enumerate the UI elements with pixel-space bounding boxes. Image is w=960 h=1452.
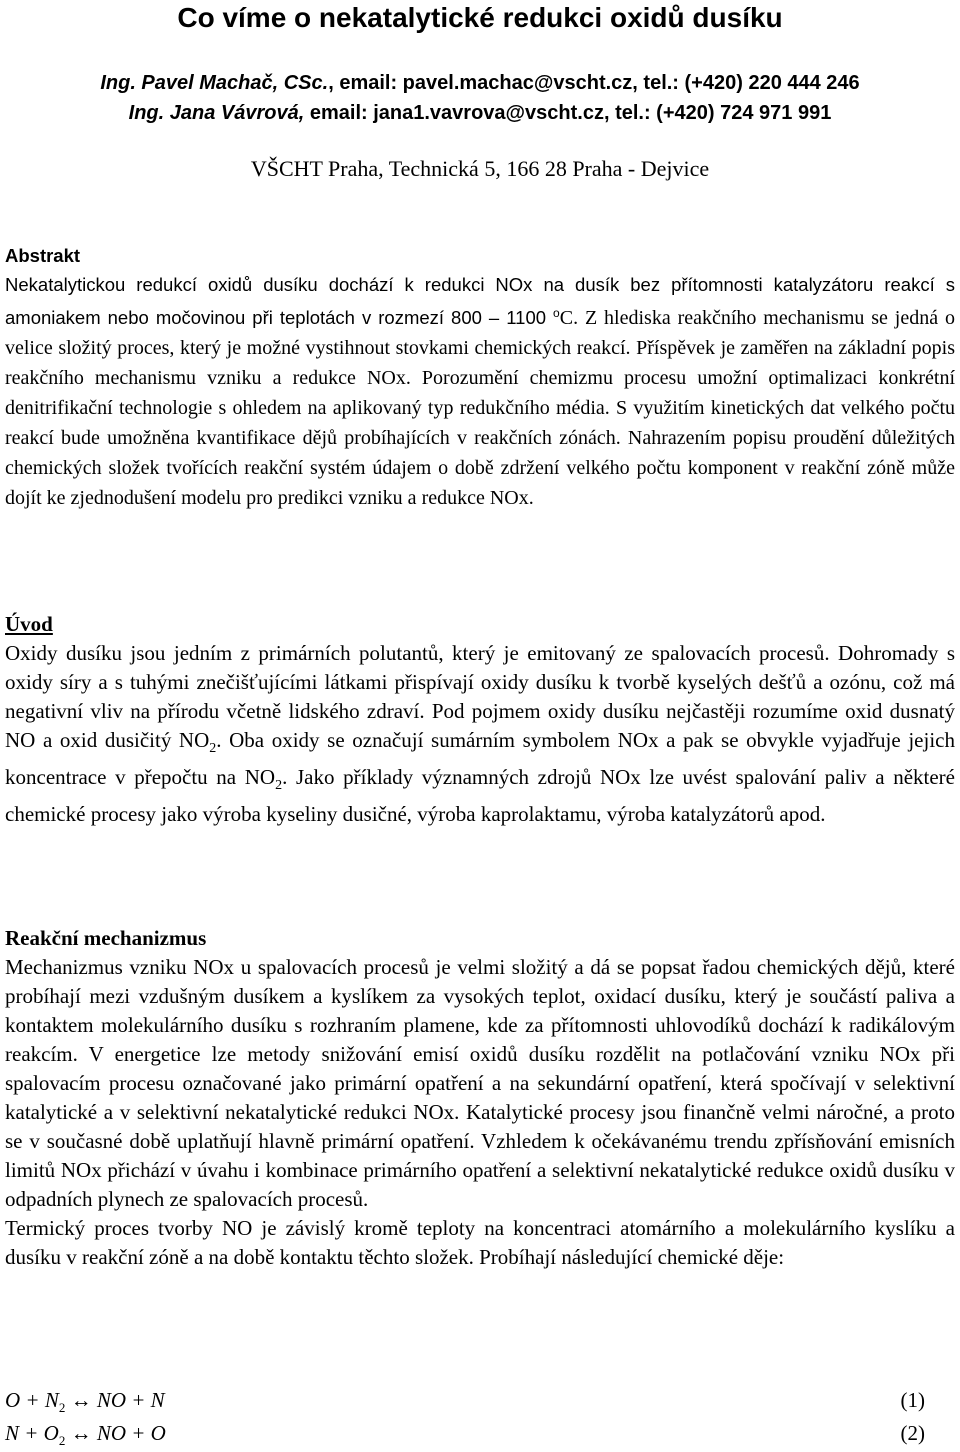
mechanism-paragraph-2: Termický proces tvorby NO je závislý kromě teploty na koncentraci atomárního a molekulárního kyslíku a dusíku v reakční zóně a na době kontaktu těchto složek. Probíhají následující chemické děje: <box>5 1216 955 1269</box>
equation-1-expression <box>5 1388 165 1416</box>
abstract-text <box>5 270 955 513</box>
equation-1-subscript: 2 <box>58 1400 66 1416</box>
intro-heading: Úvod <box>5 612 53 636</box>
equation-1-number: (1) <box>900 1388 925 1412</box>
intro-text-2: . Oba oxidy se označují sumárním symbolem NOx a pak se obvykle vyjadřuje jejich koncentrace v přepočtu na NO <box>5 728 955 790</box>
author-line-2 <box>0 98 960 128</box>
equation-2-rhs: NO + O <box>96 1421 166 1445</box>
author-name-2: Ing. Jana Vávrová, <box>128 102 305 124</box>
paper-title: Co víme o nekatalytické redukci oxidů dusíku <box>177 2 783 33</box>
mechanism-heading: Reakční mechanizmus <box>5 926 207 950</box>
abstract-section <box>5 241 955 513</box>
abstract-heading: Abstrakt <box>5 245 81 266</box>
author-name-1: Ing. Pavel Machač, CSc. <box>100 72 329 94</box>
equation-2-lhs: N + O <box>5 1421 59 1445</box>
equation-2-expression <box>5 1421 166 1449</box>
abstract-text-part1: Nekatalytickou redukcí oxidů dusíku dochází k redukci NOx na dusík bez přítomnosti katalyzátoru reakcí s amoniakem nebo močovinou při teplotách v rozmezí 800 – 1100 <box>5 274 955 329</box>
intro-section <box>5 610 955 829</box>
equation-2-subscript: 2 <box>58 1433 66 1449</box>
intro-sub-2: 2 <box>275 778 283 794</box>
equation-1-arrow: ↔ <box>70 1388 92 1412</box>
abstract-unit: C. <box>559 307 579 330</box>
equation-1-rhs: NO + N <box>96 1388 165 1412</box>
intro-paragraph <box>5 639 955 829</box>
intro-sub-1: 2 <box>209 741 217 757</box>
mechanism-section <box>5 924 955 1272</box>
abstract-text-part2: Z hlediska reakčního mechanismu se jedná o velice složitý proces, který je možné vystihnout stovkami chemických reakcí. Příspěvek je zaměřen na základní popis reakčního mechanismu vzniku a redukce NOx. Porozumění chemizmu procesu umožní optimalizaci konkrétní denitrifikační technologie s ohledem na aplikovaný typ redukčního média. S využitím kinetických dat velkého počtu reakcí bude umožněna kvantifikace dějů probíhajících v reakčních zónách. Nahrazením popisu proudění důležitých chemických složek tvořících reakční systém údajem o době zdržení velkého počtu komponent v reakční zóně může dojít ke zjednodušení modelu pro predikci vzniku a redukce NOx. <box>5 307 955 510</box>
author-contact-1: , email: pavel.machac@vscht.cz, tel.: (+420) 220 444 246 <box>328 72 860 94</box>
equation-2-arrow: ↔ <box>70 1421 92 1445</box>
equation-1 <box>5 1388 925 1418</box>
intro-text-1: Oxidy dusíku jsou jedním z primárních polutantů, který je emitovaný ze spalovacích procesů. Dohromady s oxidy síry a s tuhými znečišťujícími látkami přispívají oxidy dusíku k tvorbě kyselých dešťů a ozónu, což má negativní vliv na přírodu včetně lidského zdraví. Pod pojmem oxidy dusíku nejčastěji rozumíme oxid dusnatý NO a oxid dusičitý NO <box>5 641 955 752</box>
equation-2-number: (2) <box>900 1421 925 1445</box>
degree-symbol: o <box>553 306 560 320</box>
authors-block <box>0 68 960 128</box>
intro-text-3: . Jako příklady významných zdrojů NOx lze uvést spalování paliv a některé chemické procesy jako výroba kyseliny dusičné, výroba kaprolaktamu, výroba katalyzátorů apod. <box>5 765 956 827</box>
mechanism-paragraph-1: Mechanizmus vzniku NOx u spalovacích procesů je velmi složitý a dá se popsat řadou chemických dějů, které probíhají mezi vzdušným dusíkem a kyslíkem za vysokých teplot, oxidací dusíku, který je součástí paliva a kontaktem molekulárního dusíku s rozhraním plamene, kde za přítomnosti uhlovodíků dochází k radikálovým reakcím. V energetice lze metody snižování emisí oxidů dusíku rozdělit na potlačování vzniku NOx při spalovacím procesu označované jako primární opatření a na sekundární opatření, která spočívají v selektivní katalytické a v selektivní nekatalytické redukci NOx. Katalytické procesy jsou finančně velmi náročné, a proto se v současné době uplatňují hlavně primární opatření. Vzhledem k očekávanému trendu zpřísňování emisních limitů NOx přichází v úvahu i kombinace primárního opatření a selektivní nekatalytické redukce oxidů dusíku v odpadních plynech ze spalovacích procesů. <box>5 955 955 1211</box>
author-contact-2: email: jana1.vavrova@vscht.cz, tel.: (+420) 724 971 991 <box>304 102 832 124</box>
author-line-1 <box>0 68 960 98</box>
equation-2 <box>5 1421 925 1451</box>
equation-1-lhs: O + N <box>5 1388 59 1412</box>
affiliation: VŠCHT Praha, Technická 5, 166 28 Praha - Dejvice <box>250 156 710 181</box>
